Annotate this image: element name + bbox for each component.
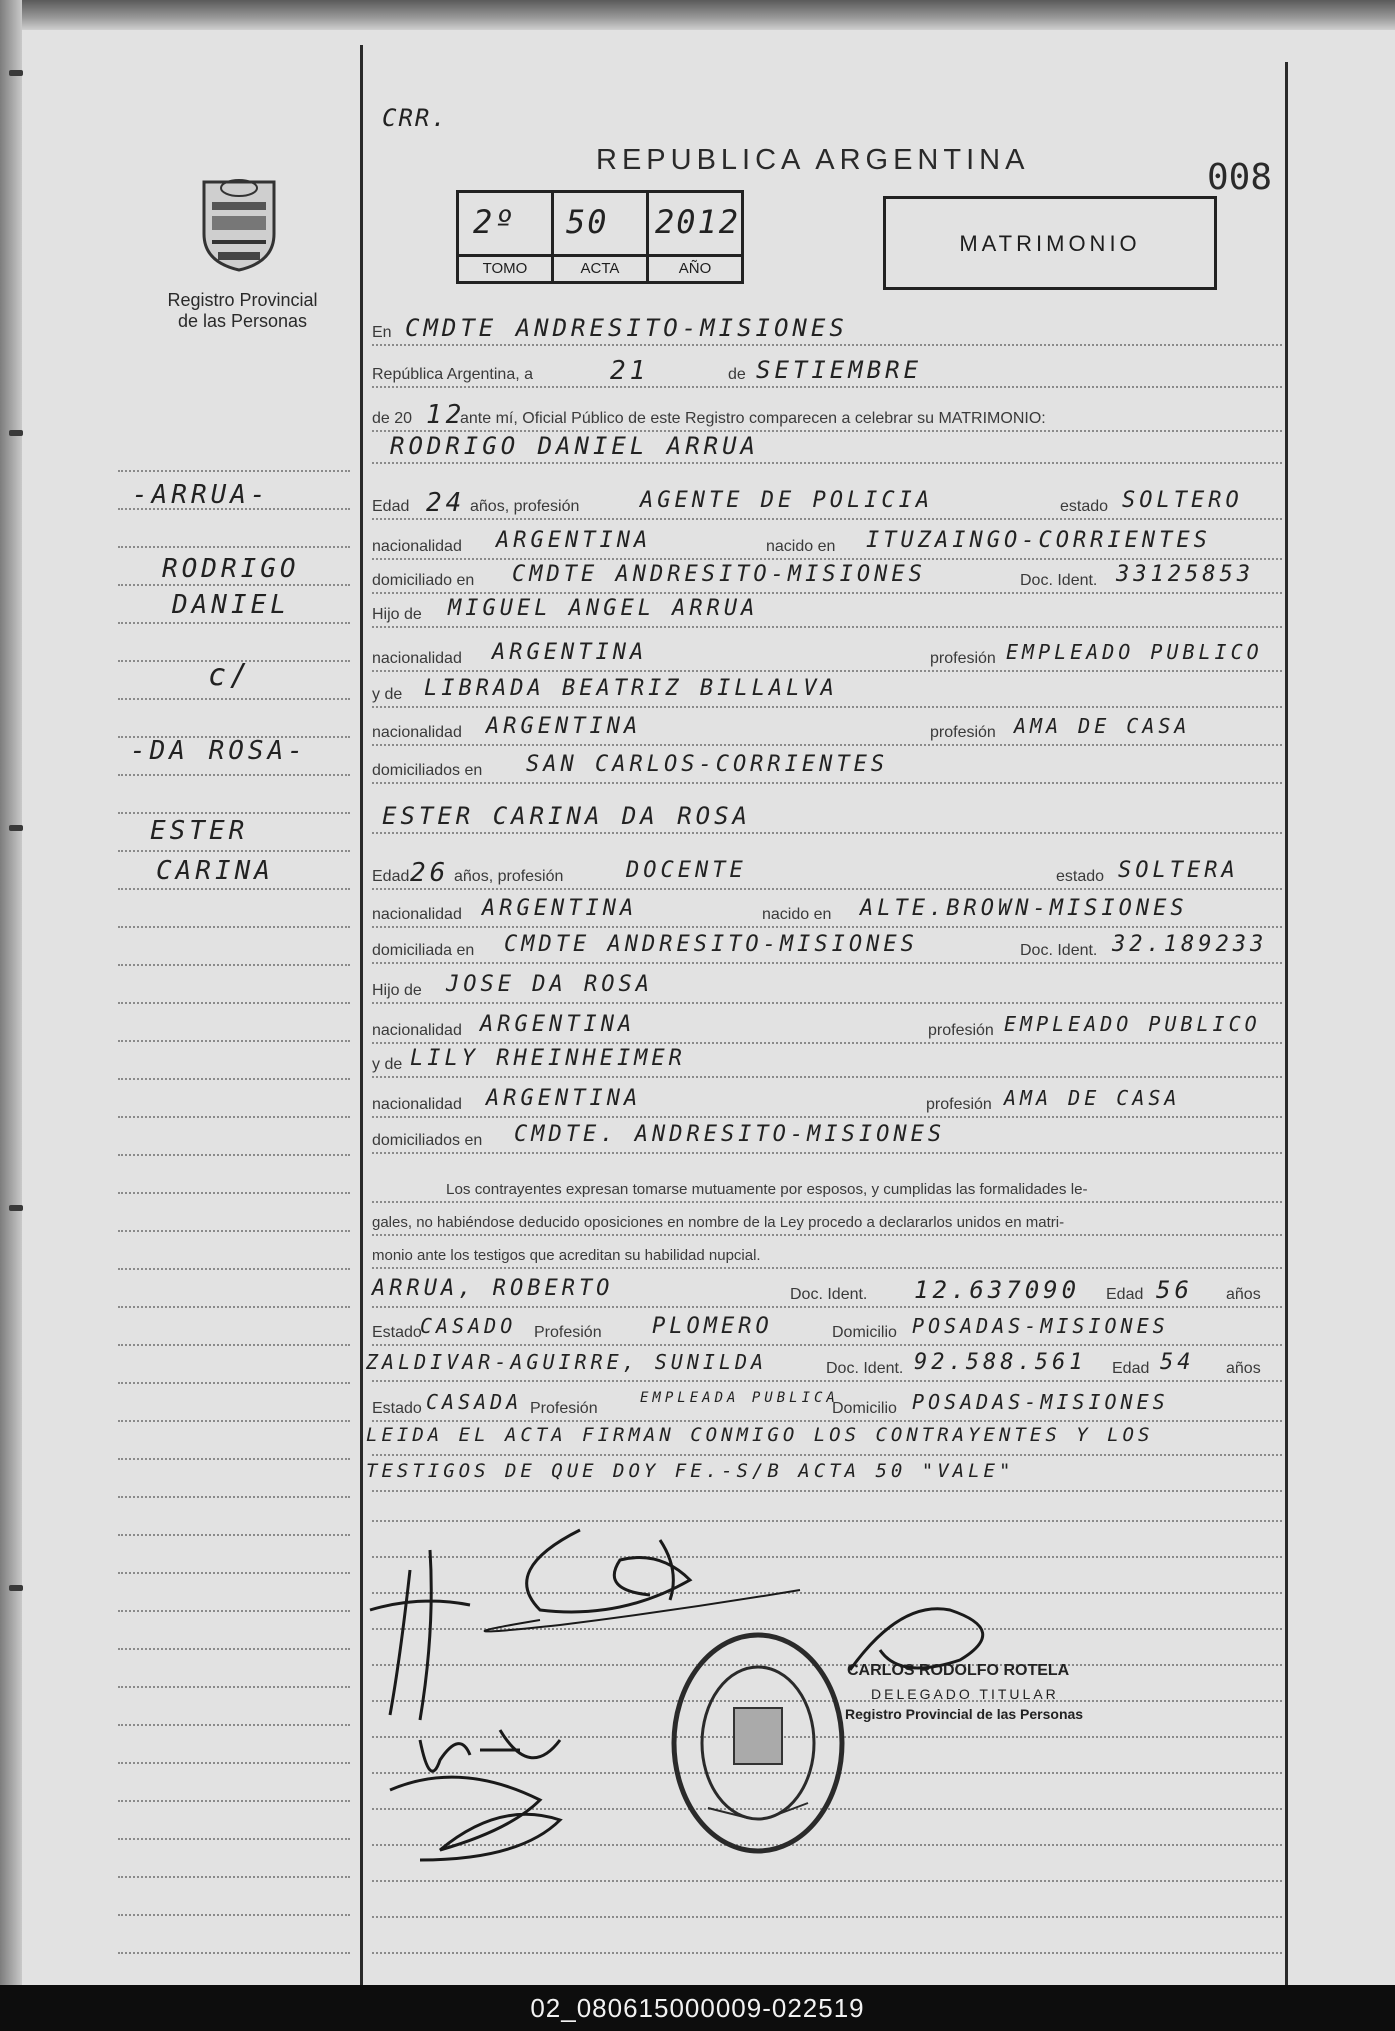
- handwritten-entry: CMDTE. ANDRESITO-MISIONES: [514, 1122, 946, 1147]
- handwritten-entry: 54: [1160, 1350, 1195, 1375]
- margin-ruled-line: [118, 546, 350, 548]
- margin-ruled-line: [118, 964, 350, 966]
- binding-hole: [9, 1585, 23, 1591]
- fill-line: [372, 744, 1282, 746]
- fill-line: [372, 926, 1282, 928]
- printed-label: Doc. Ident.: [790, 1286, 868, 1303]
- printed-label: monio ante los testigos que acreditan su habilidad nupcial.: [372, 1247, 761, 1264]
- margin-ruled-line: [118, 1344, 350, 1346]
- margin-ruled-line: [118, 1914, 350, 1916]
- handwritten-entry: ARGENTINA: [492, 640, 648, 665]
- handwritten-entry: SOLTERA: [1118, 858, 1239, 883]
- official-signature: [840, 1590, 1020, 1680]
- handwritten-entry: SOLTERO: [1122, 488, 1243, 513]
- handwritten-entry: SAN CARLOS-CORRIENTES: [526, 752, 889, 777]
- fill-line: [372, 888, 1282, 890]
- round-seal-icon: [668, 1628, 848, 1858]
- empty-ruled-line: [372, 1916, 1282, 1918]
- handwritten-entry: CASADA: [426, 1390, 523, 1414]
- printed-label: años: [1226, 1286, 1261, 1303]
- handwritten-entry: EMPLEADO PUBLICO: [1006, 640, 1263, 664]
- fill-line: [372, 782, 1282, 784]
- printed-label: estado: [1056, 868, 1105, 885]
- fill-line: [372, 1490, 1282, 1492]
- handwritten-entry: LEIDA EL ACTA FIRMAN CONMIGO LOS CONTRAYENTES Y LOS: [366, 1424, 1154, 1446]
- margin-groom-name2: DANIEL: [172, 590, 290, 620]
- margin-ruled-line: [118, 1306, 350, 1308]
- handwritten-entry: ARGENTINA: [480, 1012, 636, 1037]
- margin-ruled-line: [118, 1838, 350, 1840]
- printed-label: domiciliados en: [372, 1132, 483, 1149]
- handwritten-entry: LIBRADA BEATRIZ BILLALVA: [424, 676, 838, 701]
- handwritten-entry: ARRUA, ROBERTO: [372, 1276, 614, 1301]
- fill-line: [372, 518, 1282, 520]
- fill-line: [372, 1306, 1282, 1308]
- printed-label: profesión: [926, 1096, 992, 1113]
- margin-ruled-line: [118, 812, 350, 814]
- fill-line: [372, 1267, 1282, 1269]
- acta-label: ACTA: [554, 254, 646, 281]
- fill-line: [372, 344, 1282, 346]
- handwritten-entry: AMA DE CASA: [1014, 714, 1191, 738]
- handwritten-entry: EMPLEADO PUBLICO: [1004, 1012, 1261, 1036]
- fill-line: [372, 1116, 1282, 1118]
- official-name: CARLOS RODOLFO ROTELA: [847, 1662, 1070, 1679]
- handwritten-entry: AGENTE DE POLICIA: [640, 488, 934, 513]
- margin-ruled-line: [118, 698, 350, 700]
- handwritten-entry: EMPLEADA PUBLICA: [640, 1390, 839, 1406]
- printed-label: Doc. Ident.: [1020, 942, 1098, 959]
- printed-label: profesión: [928, 1022, 994, 1039]
- margin-ruled-line: [118, 850, 350, 852]
- margin-ruled-line: [118, 1572, 350, 1574]
- printed-label: estado: [1060, 498, 1109, 515]
- handwritten-entry: 24: [426, 488, 466, 518]
- printed-label: Estado: [372, 1324, 422, 1341]
- margin-ruled-line: [118, 888, 350, 890]
- printed-label: profesión: [930, 650, 996, 667]
- ano-label: AÑO: [649, 254, 741, 281]
- corner-note: CRR.: [382, 104, 448, 132]
- binding-hole: [9, 70, 23, 76]
- record-number: 008: [1207, 157, 1273, 198]
- act-type-box: [883, 196, 1217, 290]
- coat-of-arms-icon: [196, 172, 282, 272]
- printed-label: gales, no habiéndose deducido oposiciones en nombre de la Ley procedo a declararlos unidos en matri-: [372, 1214, 1065, 1231]
- fill-line: [372, 1042, 1282, 1044]
- fill-line: [372, 462, 1282, 464]
- handwritten-entry: 56: [1156, 1276, 1193, 1304]
- printed-label: Domicilio: [832, 1324, 897, 1341]
- handwritten-entry: 33125853: [1116, 562, 1254, 587]
- margin-ruled-line: [118, 1420, 350, 1422]
- printed-label: nacido en: [766, 538, 836, 555]
- margin-bride-surname: -DA ROSA-: [130, 736, 307, 766]
- handwritten-entry: ITUZAINGO-CORRIENTES: [866, 528, 1211, 553]
- tomo-cell: [459, 193, 554, 281]
- printed-label: años, profesión: [470, 498, 580, 515]
- binding-hole: [9, 1205, 23, 1211]
- margin-ruled-line: [118, 1876, 350, 1878]
- handwritten-entry: ARGENTINA: [486, 1086, 642, 1111]
- fill-line: [372, 1420, 1282, 1422]
- official-office: Registro Provincial de las Personas: [845, 1706, 1084, 1722]
- printed-label: nacionalidad: [372, 538, 462, 555]
- printed-label: nacionalidad: [372, 906, 462, 923]
- printed-label: Edad: [372, 868, 410, 885]
- margin-ruled-line: [118, 1534, 350, 1536]
- printed-label: Los contrayentes expresan tomarse mutuamente por esposos, y cumplidas las formalidades le-: [446, 1181, 1088, 1198]
- binding-hole: [9, 825, 23, 831]
- handwritten-entry: DOCENTE: [626, 858, 747, 883]
- fill-line: [372, 706, 1282, 708]
- tomo-label: TOMO: [459, 254, 551, 281]
- handwritten-entry: TESTIGOS DE QUE DOY FE.-S/B ACTA 50 "VALE": [366, 1460, 1015, 1482]
- printed-label: de 20: [372, 410, 413, 427]
- scan-footer-code: 02_080615000009-022519: [0, 1985, 1395, 2031]
- handwritten-entry: POSADAS-MISIONES: [912, 1314, 1169, 1338]
- handwritten-entry: CMDTE ANDRESITO-MISIONES: [512, 562, 926, 587]
- empty-ruled-line: [372, 1952, 1282, 1954]
- margin-ruled-line: [118, 1458, 350, 1460]
- printed-label: nacionalidad: [372, 1096, 462, 1113]
- fill-line: [372, 1380, 1282, 1382]
- handwritten-entry: ARGENTINA: [496, 528, 652, 553]
- handwritten-entry: AMA DE CASA: [1004, 1086, 1181, 1110]
- right-rule: [1285, 62, 1288, 1985]
- act-type: MATRIMONIO: [959, 231, 1141, 256]
- printed-label: Edad: [1106, 1286, 1144, 1303]
- margin-groom-name1: RODRIGO: [162, 554, 300, 584]
- printed-label: Doc. Ident.: [1020, 572, 1098, 589]
- margin-ruled-line: [118, 1192, 350, 1194]
- handwritten-entry: JOSE DA ROSA: [446, 972, 653, 997]
- margin-ruled-line: [118, 1154, 350, 1156]
- fill-line: [372, 1454, 1282, 1456]
- binding-edge: [0, 0, 22, 1985]
- margin-ruled-line: [118, 1762, 350, 1764]
- printed-label: República Argentina, a: [372, 366, 533, 383]
- margin-ruled-line: [118, 584, 350, 586]
- margin-ruled-line: [118, 774, 350, 776]
- handwritten-entry: ARGENTINA: [486, 714, 642, 739]
- official-title: DELEGADO TITULAR: [871, 1686, 1059, 1702]
- tomo-value: 2º: [473, 203, 516, 241]
- handwritten-entry: PLOMERO: [652, 1314, 773, 1339]
- margin-ruled-line: [118, 470, 350, 472]
- handwritten-entry: ARGENTINA: [482, 896, 638, 921]
- margin-ruled-line: [118, 1686, 350, 1688]
- handwritten-entry: POSADAS-MISIONES: [912, 1390, 1169, 1414]
- printed-label: Domicilio: [832, 1400, 897, 1417]
- printed-label: nacionalidad: [372, 1022, 462, 1039]
- handwritten-entry: 92.588.561: [914, 1350, 1087, 1375]
- handwritten-entry: 12: [426, 400, 466, 430]
- handwritten-entry: ESTER CARINA DA ROSA: [382, 802, 751, 830]
- margin-con: c/: [208, 658, 253, 693]
- printed-label: Estado: [372, 1400, 422, 1417]
- fill-line: [372, 1201, 1282, 1203]
- acta-cell: [554, 193, 649, 281]
- fill-line: [372, 832, 1282, 834]
- printed-label: nacionalidad: [372, 724, 462, 741]
- fill-line: [372, 670, 1282, 672]
- printed-label: nacido en: [762, 906, 832, 923]
- printed-label: y de: [372, 1056, 403, 1073]
- handwritten-entry: ZALDIVAR-AGUIRRE, SUNILDA: [366, 1350, 768, 1374]
- printed-label: de: [728, 366, 746, 383]
- margin-ruled-line: [118, 1648, 350, 1650]
- printed-label: profesión: [930, 724, 996, 741]
- handwritten-entry: 32.189233: [1112, 932, 1268, 957]
- margin-ruled-line: [118, 1496, 350, 1498]
- printed-label: Profesión: [530, 1400, 598, 1417]
- margin-ruled-line: [118, 926, 350, 928]
- margin-ruled-line: [118, 1952, 350, 1954]
- fill-line: [372, 1076, 1282, 1078]
- fill-line: [372, 1002, 1282, 1004]
- margin-ruled-line: [118, 1002, 350, 1004]
- ano-cell: [649, 193, 741, 281]
- margin-ruled-line: [118, 1800, 350, 1802]
- margin-bride-name1: ESTER: [150, 816, 249, 846]
- margin-groom-surname: -ARRUA-: [132, 480, 270, 510]
- fill-line: [372, 626, 1282, 628]
- printed-label: años: [1226, 1360, 1261, 1377]
- margin-ruled-line: [118, 1078, 350, 1080]
- printed-label: En: [372, 324, 392, 341]
- printed-label: ante mí, Oficial Público de este Registro comparecen a celebrar su MATRIMONIO:: [460, 410, 1046, 427]
- printed-label: domiciliados en: [372, 762, 483, 779]
- fill-line: [372, 962, 1282, 964]
- handwritten-entry: CASADO: [420, 1314, 517, 1338]
- ano-value: 2012: [655, 203, 741, 241]
- margin-ruled-line: [118, 1610, 350, 1612]
- handwritten-entry: 26: [410, 858, 450, 888]
- fill-line: [372, 386, 1282, 388]
- handwritten-entry: CMDTE ANDRESITO-MISIONES: [504, 932, 918, 957]
- printed-label: años, profesión: [454, 868, 564, 885]
- handwritten-entry: 12.637090: [914, 1276, 1081, 1304]
- printed-label: Edad: [372, 498, 410, 515]
- fill-line: [372, 592, 1282, 594]
- country-title: REPUBLICA ARGENTINA: [596, 144, 1030, 176]
- printed-label: y de: [372, 686, 403, 703]
- fill-line: [372, 1234, 1282, 1236]
- handwritten-entry: LILY RHEINHEIMER: [410, 1046, 686, 1071]
- handwritten-entry: SETIEMBRE: [756, 356, 923, 384]
- margin-bride-name2: CARINA: [156, 856, 274, 886]
- fill-line: [372, 558, 1282, 560]
- printed-label: Profesión: [534, 1324, 602, 1341]
- empty-ruled-line: [372, 1880, 1282, 1882]
- handwritten-entry: CMDTE ANDRESITO-MISIONES: [405, 314, 848, 342]
- margin-ruled-line: [118, 1230, 350, 1232]
- tomo-acta-ano-box: [456, 190, 744, 284]
- handwritten-entry: ALTE.BROWN-MISIONES: [860, 896, 1188, 921]
- fill-line: [372, 1152, 1282, 1154]
- margin-ruled-line: [118, 1382, 350, 1384]
- handwritten-entry: 21: [610, 356, 650, 386]
- scan-top-edge: [0, 0, 1395, 30]
- printed-label: domiciliada en: [372, 942, 475, 959]
- printed-label: Hijo de: [372, 606, 422, 623]
- printed-label: Doc. Ident.: [826, 1360, 904, 1377]
- printed-label: nacionalidad: [372, 650, 462, 667]
- handwritten-entry: RODRIGO DANIEL ARRUA: [390, 432, 759, 460]
- acta-value: 50: [566, 203, 609, 241]
- margin-ruled-line: [118, 1724, 350, 1726]
- printed-label: domiciliado en: [372, 572, 475, 589]
- printed-label: Hijo de: [372, 982, 422, 999]
- handwritten-entry: MIGUEL ANGEL ARRUA: [448, 596, 759, 621]
- fill-line: [372, 1344, 1282, 1346]
- margin-ruled-line: [118, 1268, 350, 1270]
- margin-ruled-line: [118, 1040, 350, 1042]
- margin-ruled-line: [118, 1116, 350, 1118]
- margin-ruled-line: [118, 622, 350, 624]
- registry-name: Registro Provincial de las Personas: [167, 290, 318, 331]
- binding-hole: [9, 430, 23, 436]
- printed-label: Edad: [1112, 1360, 1150, 1377]
